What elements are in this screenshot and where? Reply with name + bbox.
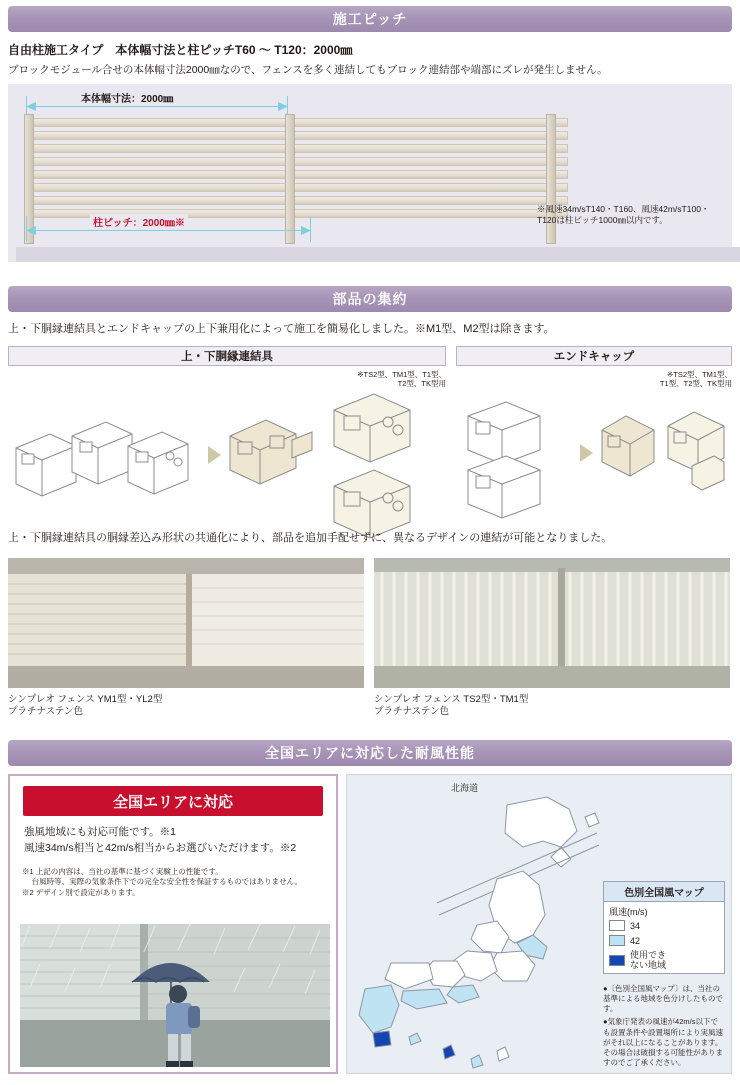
- arrow-right-icon: [276, 101, 288, 112]
- joint-parts-group-left: [10, 396, 200, 516]
- arrow-left-icon: [26, 225, 38, 236]
- joint-part-illustration: [10, 396, 200, 516]
- column-end-cap-header: エンドキャップ: [456, 346, 732, 366]
- section-1-title: 施工ピッチ: [332, 11, 408, 27]
- end-cap-group-left: [458, 396, 578, 526]
- arrow-right-icon: [580, 444, 593, 462]
- legend-swatch-blue: [609, 955, 625, 966]
- fence-drawing: [28, 118, 568, 223]
- section-2-header: [0, 286, 740, 312]
- photo-caption-left: シンプレオ フェンス YM1型・YL2型 プラチナステン色: [8, 694, 163, 718]
- legend-item-unavailable: [604, 948, 724, 973]
- end-cap-pair-illustration: [662, 402, 732, 502]
- section-3-title-bar: [8, 740, 732, 766]
- column-end-cap: [456, 346, 732, 389]
- legend-item-42: [604, 933, 724, 948]
- section-construction-pitch: [0, 6, 740, 229]
- map-notes: [603, 984, 725, 1068]
- nationwide-support-box: [8, 774, 338, 1074]
- dimension-bottom: [26, 214, 311, 236]
- section-2-lead: 上・下胴縁連結具とエンドキャップの上下兼用化によって施工を簡易化しました。※M1型、M2型は除きます。: [8, 323, 555, 335]
- section-wind-performance: [0, 740, 740, 1067]
- arrow-left-icon: [26, 101, 38, 112]
- photo-person-umbrella-graphic: [20, 924, 330, 1067]
- section-1-header: [0, 6, 740, 32]
- legend-swatch-white: [609, 920, 625, 931]
- column-joint-parts-header: 上・下胴縁連結具: [8, 346, 446, 366]
- map-legend: [603, 881, 725, 974]
- photo-fence-ym1-yl2-graphic: [8, 558, 364, 688]
- section-1-subtext: ブロックモジュール合せの本体幅寸法2000㎜なので、フェンスを多く連結してもブロック連結部や端部にズレが発生しません。: [8, 64, 608, 76]
- map-legend-title: 色別全国風マップ: [604, 882, 724, 902]
- section-1-note: ※風速34m/sT140・T160、風速42m/sT100・T120は柱ピッチ1000㎜以内です。: [537, 204, 710, 226]
- photo-person-umbrella: [20, 924, 330, 1067]
- consolidated-end-cap-illustration: [598, 404, 662, 494]
- column-joint-parts: [8, 346, 446, 389]
- nationwide-support-notes: ※1 上記の内容は、当社の基準に基づく実験上の性能です。 台風時等、実際の気象条件下での完全な安全性を保証するものではありません。 ※2 デザイン別で設定があります。: [22, 866, 303, 898]
- nationwide-support-badge: 全国エリアに対応: [23, 786, 323, 816]
- wind-map-panel: [346, 774, 732, 1074]
- arrow-right-icon: [208, 446, 221, 464]
- section-3-title: 全国エリアに対応した耐風性能: [265, 745, 475, 761]
- photo-fence-ts2-tm1: [374, 558, 730, 688]
- section-1-title-bar: [8, 6, 732, 32]
- map-note-2: ●気象庁発表の風速が42m/s以下でも設置条件や設置場所により実風速がそれ以上になることがあります。その場合は破損する可能性がありますのでご了承ください。: [603, 1017, 723, 1067]
- photo-caption-right: シンプレオ フェンス TS2型・TM1型 プラチナステン色: [374, 694, 529, 718]
- photo-fence-ts2-tm1-graphic: [374, 558, 730, 688]
- end-cap-group-right: [662, 402, 732, 502]
- consolidated-end-cap: [598, 404, 662, 494]
- section-2-title-bar: [8, 286, 732, 312]
- joint-parts-group-right: [326, 388, 446, 548]
- legend-label-34: 34: [630, 920, 641, 931]
- map-legend-subtitle: 風速(m/s): [609, 907, 648, 917]
- dimension-top: [26, 90, 288, 112]
- section-2-title: 部品の集約: [332, 291, 408, 307]
- photo-fence-ym1-yl2: [8, 558, 364, 688]
- legend-swatch-lightblue: [609, 935, 625, 946]
- legend-item-34: [604, 918, 724, 933]
- nationwide-support-text: 強風地域にも対応可能です。※1 風速34m/s相当と42m/s相当からお選びいただけます。※2: [24, 826, 297, 854]
- dimension-top-label: 本体幅寸法：2000㎜: [78, 90, 176, 105]
- end-cap-illustration: [458, 396, 578, 526]
- arrow-right-icon: [299, 225, 311, 236]
- section-3-header: [0, 740, 740, 766]
- consolidated-joint-part-illustration: [226, 406, 318, 496]
- legend-label-unavailable: 使用でき ない地域: [630, 950, 667, 971]
- ground-line: [16, 247, 740, 262]
- legend-label-42: 42: [630, 935, 641, 946]
- consolidated-joint-part: [226, 406, 318, 496]
- column-end-cap-note: ※TS2型、TM1型、 T1型、T2型、TK型用: [659, 370, 732, 389]
- section-parts-consolidation: [0, 286, 740, 718]
- joint-parts-pair-illustration: [326, 388, 446, 548]
- dimension-bottom-label: 柱ピッチ：2000㎜※: [90, 214, 188, 229]
- map-note-1: ●〔色別全国風マップ〕は、当社の基準による地域を色分けしたものです。: [603, 984, 723, 1014]
- column-joint-parts-note: ※TS2型、TM1型、T1型、 T2型、TK型用: [357, 370, 446, 389]
- section-2-midtext: 上・下胴縁連結具の胴縁差込み形状の共通化により、部品を追加手配せずに、異なるデザインの連結が可能となりました。: [8, 532, 613, 544]
- section-1-heading: 自由柱施工タイプ 本体幅寸法と柱ピッチT60 ～ T120：2000㎜: [8, 43, 353, 57]
- fence-illustration-panel: [8, 84, 732, 262]
- map-label-hokkaido: 北海道: [451, 783, 479, 793]
